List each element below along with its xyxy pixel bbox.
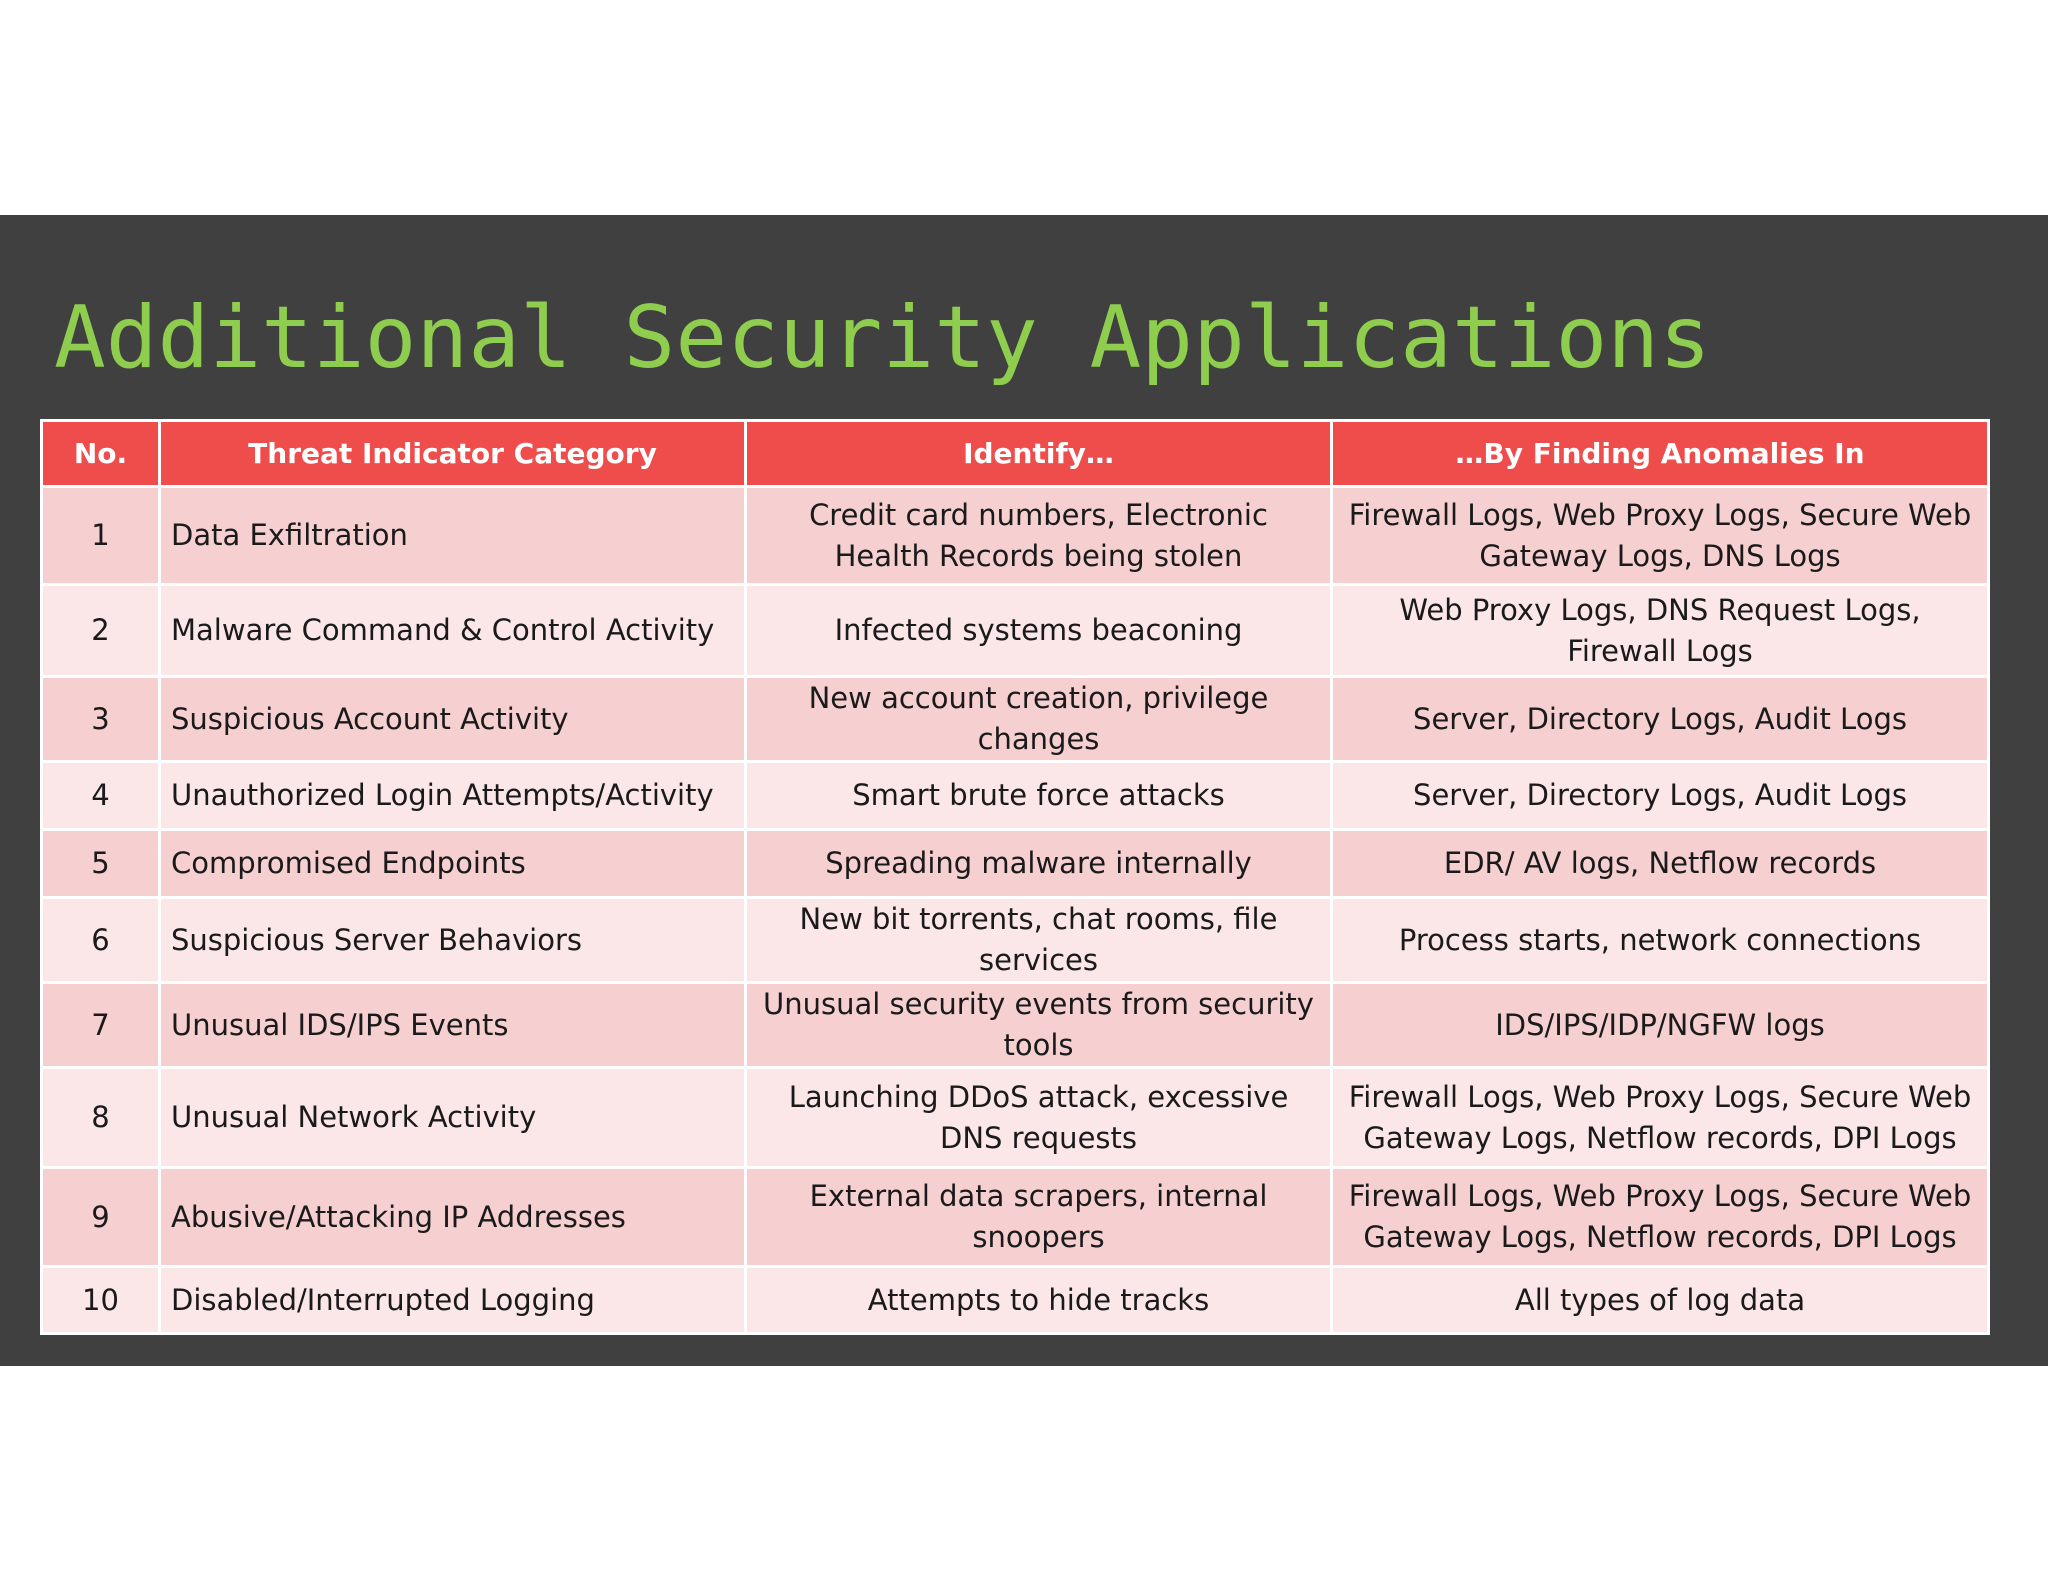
anomaly-sources: IDS/IPS/IDP/NGFW logs [1332,983,1989,1068]
threat-indicator-table [40,419,1990,1335]
identify-text: Attempts to hide tracks [746,1267,1332,1334]
anomaly-sources: All types of log data [1332,1267,1989,1334]
anomaly-sources: EDR/ AV logs, Netflow records [1332,830,1989,898]
row-number: 7 [42,983,160,1068]
table-row [42,1168,1989,1267]
anomaly-sources: Firewall Logs, Web Proxy Logs, Secure Web Gateway Logs, Netflow records, DPI Logs [1332,1068,1989,1168]
identify-text: New account creation, privilege changes [746,677,1332,762]
row-number: 8 [42,1068,160,1168]
anomaly-sources: Server, Directory Logs, Audit Logs [1332,762,1989,830]
threat-category: Unusual Network Activity [160,1068,746,1168]
identify-text: Smart brute force attacks [746,762,1332,830]
table-row [42,830,1989,898]
row-number: 1 [42,487,160,585]
threat-category: Unauthorized Login Attempts/Activity [160,762,746,830]
slide-title: Additional Security Applications [54,288,1711,388]
anomaly-sources: Firewall Logs, Web Proxy Logs, Secure Web Gateway Logs, Netflow records, DPI Logs [1332,1168,1989,1267]
threat-category: Disabled/Interrupted Logging [160,1267,746,1334]
anomaly-sources: Firewall Logs, Web Proxy Logs, Secure Web Gateway Logs, DNS Logs [1332,487,1989,585]
row-number: 10 [42,1267,160,1334]
table-row [42,762,1989,830]
identify-text: External data scrapers, internal snoopers [746,1168,1332,1267]
table-row [42,1267,1989,1334]
header-no: No. [42,421,160,487]
table-row [42,983,1989,1068]
table-header-row [42,421,1989,487]
identify-text: Infected systems beaconing [746,585,1332,677]
row-number: 2 [42,585,160,677]
header-sources: …By Finding Anomalies In [1332,421,1989,487]
threat-category: Suspicious Server Behaviors [160,898,746,983]
row-number: 9 [42,1168,160,1267]
threat-category: Malware Command & Control Activity [160,585,746,677]
identify-text: Credit card numbers, Electronic Health Records being stolen [746,487,1332,585]
threat-category: Abusive/Attacking IP Addresses [160,1168,746,1267]
table-row [42,1068,1989,1168]
threat-category: Unusual IDS/IPS Events [160,983,746,1068]
table-row [42,585,1989,677]
row-number: 5 [42,830,160,898]
table-row [42,487,1989,585]
row-number: 6 [42,898,160,983]
identify-text: New bit torrents, chat rooms, file services [746,898,1332,983]
anomaly-sources: Process starts, network connections [1332,898,1989,983]
threat-category: Data Exfiltration [160,487,746,585]
identify-text: Spreading malware internally [746,830,1332,898]
row-number: 4 [42,762,160,830]
anomaly-sources: Web Proxy Logs, DNS Request Logs, Firewall Logs [1332,585,1989,677]
header-category: Threat Indicator Category [160,421,746,487]
row-number: 3 [42,677,160,762]
header-identify: Identify… [746,421,1332,487]
table-row [42,898,1989,983]
identify-text: Launching DDoS attack, excessive DNS requests [746,1068,1332,1168]
table-row [42,677,1989,762]
identify-text: Unusual security events from security tools [746,983,1332,1068]
threat-category: Compromised Endpoints [160,830,746,898]
threat-category: Suspicious Account Activity [160,677,746,762]
anomaly-sources: Server, Directory Logs, Audit Logs [1332,677,1989,762]
